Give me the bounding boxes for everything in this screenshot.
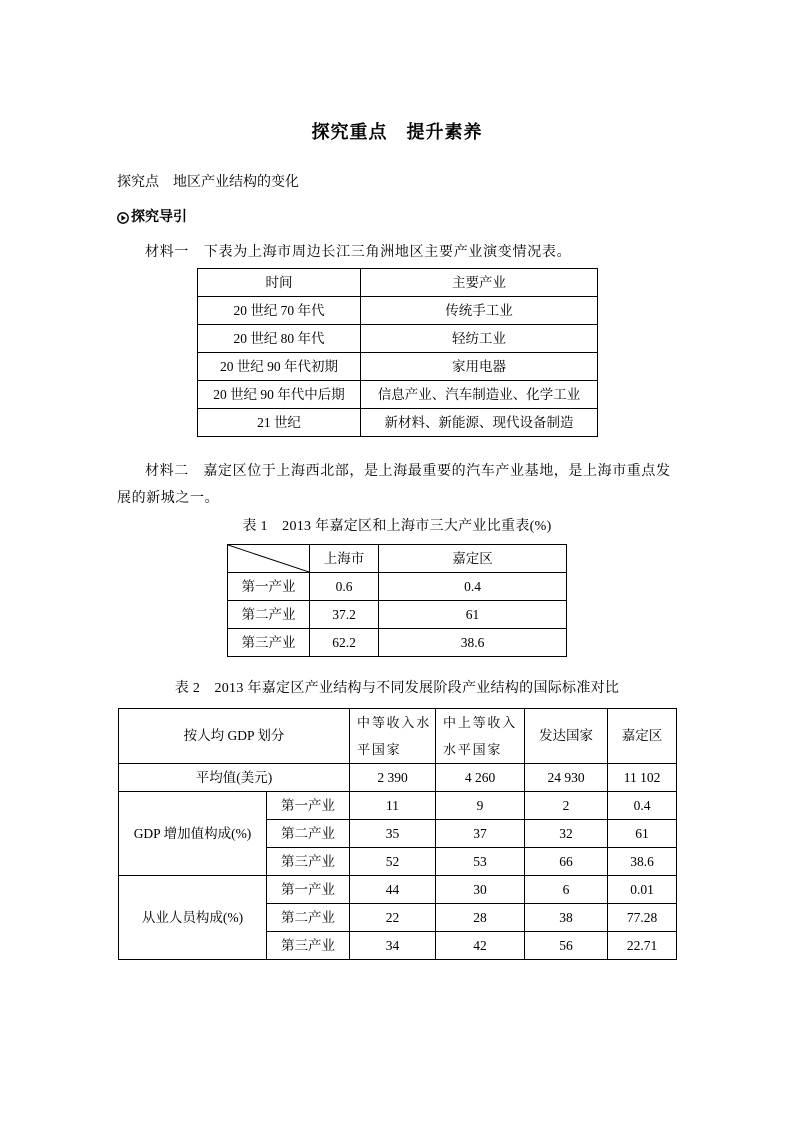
column-header-industry: 主要产业 bbox=[361, 269, 598, 297]
time-cell: 20 世纪 90 年代中后期 bbox=[198, 381, 361, 409]
table-cell: 42 bbox=[436, 932, 525, 960]
column-header-jiading: 嘉定区 bbox=[608, 709, 677, 764]
table-cell: 9 bbox=[436, 792, 525, 820]
table-cell: 53 bbox=[436, 848, 525, 876]
table-cell: 2 bbox=[525, 792, 608, 820]
table-cell: 28 bbox=[436, 904, 525, 932]
table-cell: 0.6 bbox=[310, 573, 379, 601]
table-cell: 0.4 bbox=[379, 573, 567, 601]
table-row bbox=[198, 297, 598, 325]
row-label: 第三产业 bbox=[228, 629, 310, 657]
column-header-time: 时间 bbox=[198, 269, 361, 297]
row-label: 第一产业 bbox=[267, 792, 350, 820]
time-cell: 20 世纪 70 年代 bbox=[198, 297, 361, 325]
column-header-developed: 发达国家 bbox=[525, 709, 608, 764]
play-circle-icon bbox=[117, 212, 129, 224]
column-header-label: 中等收入水平国家 bbox=[357, 715, 432, 757]
industry-cell: 信息产业、汽车制造业、化学工业 bbox=[361, 381, 598, 409]
table-cell: 11 bbox=[350, 792, 436, 820]
column-header-shanghai: 上海市 bbox=[310, 545, 379, 573]
gdp-division-header: 按人均 GDP 划分 bbox=[119, 709, 350, 764]
table-cell: 11 102 bbox=[608, 764, 677, 792]
page-title: 探究重点 提升素养 bbox=[311, 122, 483, 142]
industry-share-table bbox=[227, 544, 567, 657]
table-cell: 22 bbox=[350, 904, 436, 932]
section-heading: 探究点 地区产业结构的变化 bbox=[117, 175, 299, 190]
table-two-caption: 表 2 2013 年嘉定区产业结构与不同发展阶段产业结构的国际标准对比 bbox=[174, 681, 620, 696]
table-row bbox=[119, 876, 677, 904]
row-label: 第三产业 bbox=[267, 932, 350, 960]
table-cell: 4 260 bbox=[436, 764, 525, 792]
table-cell: 44 bbox=[350, 876, 436, 904]
industry-cell: 家用电器 bbox=[361, 353, 598, 381]
table-header-row bbox=[228, 545, 567, 573]
international-comparison-table bbox=[118, 708, 677, 960]
table-cell: 0.4 bbox=[608, 792, 677, 820]
table-cell: 34 bbox=[350, 932, 436, 960]
row-label: 第二产业 bbox=[228, 601, 310, 629]
table-cell: 6 bbox=[525, 876, 608, 904]
industry-cell: 传统手工业 bbox=[361, 297, 598, 325]
material-one-intro: 材料一 下表为上海市周边长江三角洲地区主要产业演变情况表。 bbox=[145, 245, 572, 260]
table-cell: 52 bbox=[350, 848, 436, 876]
row-label: 平均值(美元) bbox=[119, 764, 350, 792]
row-label: 第一产业 bbox=[267, 876, 350, 904]
group-label: GDP 增加值构成(%) bbox=[119, 792, 267, 876]
row-label: 第二产业 bbox=[267, 820, 350, 848]
table-cell: 0.01 bbox=[608, 876, 677, 904]
table-cell: 35 bbox=[350, 820, 436, 848]
table-cell: 24 930 bbox=[525, 764, 608, 792]
column-header-middle-income bbox=[350, 709, 436, 764]
table-cell: 38.6 bbox=[608, 848, 677, 876]
table-row bbox=[198, 381, 598, 409]
diagonal-line bbox=[228, 545, 309, 572]
column-header-jiading: 嘉定区 bbox=[379, 545, 567, 573]
table-cell: 30 bbox=[436, 876, 525, 904]
table-row bbox=[228, 629, 567, 657]
table-cell: 32 bbox=[525, 820, 608, 848]
table-cell: 61 bbox=[608, 820, 677, 848]
group-label: 从业人员构成(%) bbox=[119, 876, 267, 960]
table-cell: 56 bbox=[525, 932, 608, 960]
time-cell: 20 世纪 80 年代 bbox=[198, 325, 361, 353]
column-header-label: 中上等收入水平国家 bbox=[443, 715, 518, 757]
guide-heading bbox=[117, 209, 187, 227]
table-row bbox=[198, 353, 598, 381]
row-label: 第三产业 bbox=[267, 848, 350, 876]
table-cell: 22.71 bbox=[608, 932, 677, 960]
time-cell: 20 世纪 90 年代初期 bbox=[198, 353, 361, 381]
guide-label: 探究导引 bbox=[131, 210, 187, 225]
table-cell: 38 bbox=[525, 904, 608, 932]
average-row bbox=[119, 764, 677, 792]
table-cell: 38.6 bbox=[379, 629, 567, 657]
material-two-intro: 材料二 嘉定区位于上海西北部，是上海最重要的汽车产业基地，是上海市重点发展的新城之一。 bbox=[117, 464, 671, 506]
column-header-upper-middle-income bbox=[436, 709, 525, 764]
table-row bbox=[198, 409, 598, 437]
table-cell: 37 bbox=[436, 820, 525, 848]
table-cell: 77.28 bbox=[608, 904, 677, 932]
table-cell: 37.2 bbox=[310, 601, 379, 629]
industry-cell: 新材料、新能源、现代设备制造 bbox=[361, 409, 598, 437]
table-cell: 2 390 bbox=[350, 764, 436, 792]
industry-cell: 轻纺工业 bbox=[361, 325, 598, 353]
table-row bbox=[228, 573, 567, 601]
table-one-caption: 表 1 2013 年嘉定区和上海市三大产业比重表(%) bbox=[242, 519, 552, 534]
time-cell: 21 世纪 bbox=[198, 409, 361, 437]
industry-evolution-table bbox=[197, 268, 598, 437]
table-cell: 61 bbox=[379, 601, 567, 629]
row-label: 第二产业 bbox=[267, 904, 350, 932]
table-row bbox=[228, 601, 567, 629]
table-row bbox=[198, 325, 598, 353]
table-header-row bbox=[198, 269, 598, 297]
table-cell: 62.2 bbox=[310, 629, 379, 657]
row-label: 第一产业 bbox=[228, 573, 310, 601]
table-row bbox=[119, 792, 677, 820]
table-cell: 66 bbox=[525, 848, 608, 876]
table-header-row bbox=[119, 709, 677, 764]
diagonal-header-cell bbox=[228, 545, 310, 573]
